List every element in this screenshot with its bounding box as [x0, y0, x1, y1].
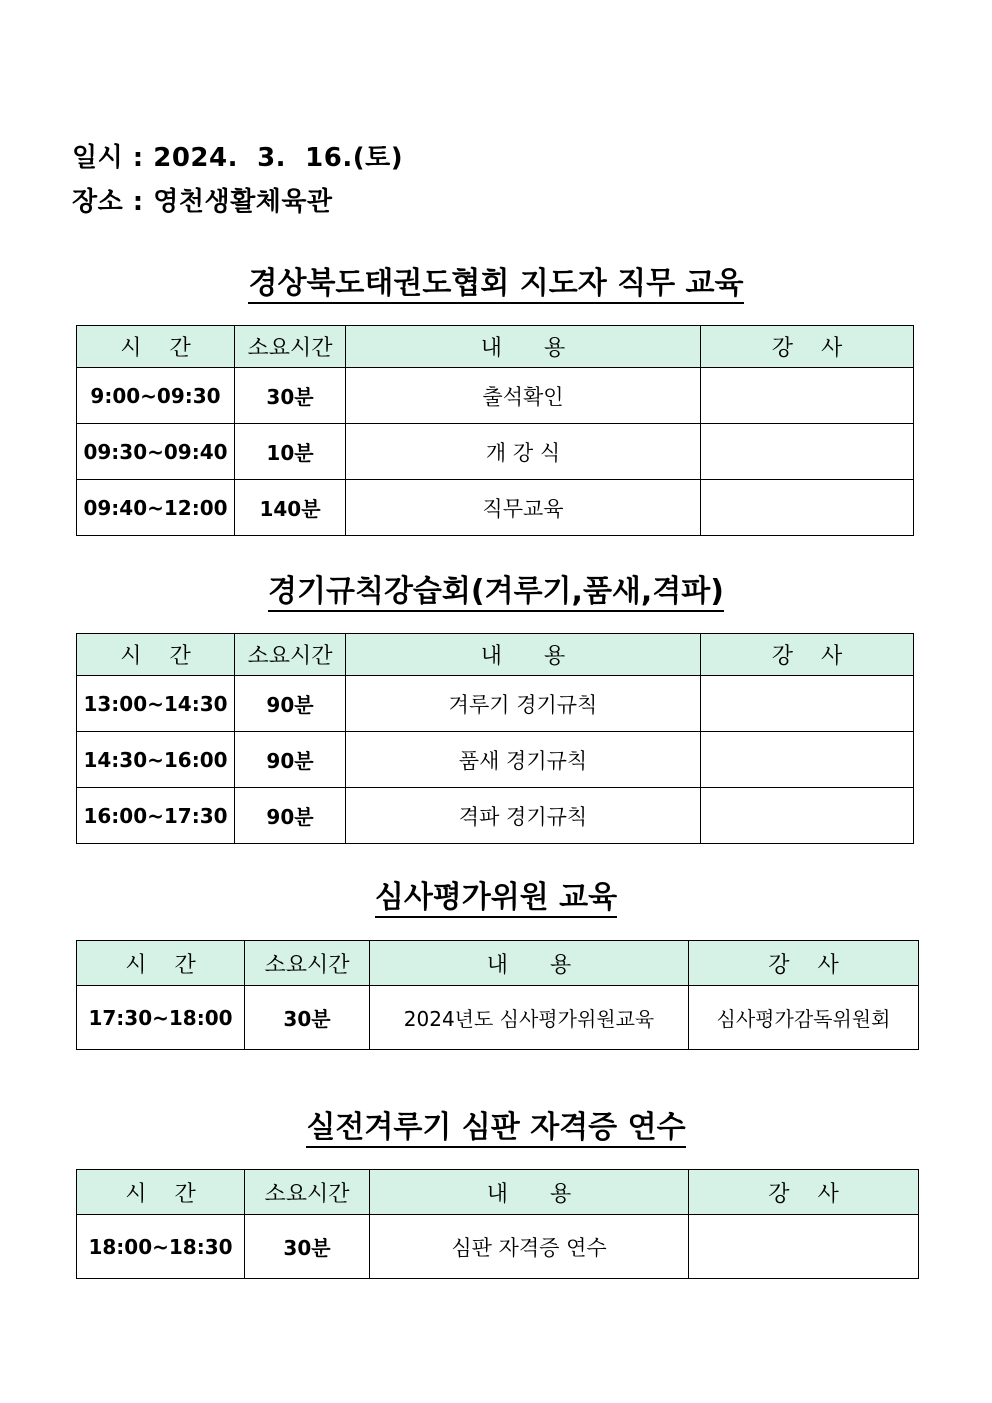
content-cell: 출석확인: [346, 368, 701, 424]
time-cell: 09:30~09:40: [77, 424, 235, 480]
lecturer-cell: [701, 676, 914, 732]
duration-cell: 140분: [235, 480, 346, 536]
duration-cell: 90분: [235, 732, 346, 788]
section-title-4: 실전겨루기 심판 자격증 연수: [0, 1108, 992, 1148]
schedule-table-2: [76, 633, 914, 844]
lecturer-cell: [701, 788, 914, 844]
schedule-table-3: [76, 940, 919, 1050]
header-time: 시 간: [77, 1170, 245, 1215]
section-title-2: 경기규칙강습회(겨루기,품새,격파): [0, 572, 992, 612]
duration-cell: 30분: [235, 368, 346, 424]
duration-cell: 10분: [235, 424, 346, 480]
time-cell: 16:00~17:30: [77, 788, 235, 844]
content-cell: 개 강 식: [346, 424, 701, 480]
place-line: 장소 : 영천생활체육관: [72, 187, 333, 217]
table-header-row: [77, 1170, 919, 1215]
header-duration: 소요시간: [235, 634, 346, 676]
table-header-row: [77, 326, 914, 368]
table-row: [77, 424, 914, 480]
time-cell: 9:00~09:30: [77, 368, 235, 424]
duration-cell: 90분: [235, 788, 346, 844]
header-time: 시 간: [77, 326, 235, 368]
content-cell: 겨루기 경기규칙: [346, 676, 701, 732]
time-cell: 17:30~18:00: [77, 986, 245, 1050]
date-line: 일시 : 2024. 3. 16.(토): [72, 143, 404, 173]
lecturer-cell: [701, 480, 914, 536]
header-duration: 소요시간: [245, 941, 370, 986]
content-cell: 품새 경기규칙: [346, 732, 701, 788]
header-duration: 소요시간: [245, 1170, 370, 1215]
header-content: 내 용: [346, 634, 701, 676]
table-header-row: [77, 941, 919, 986]
header-lecturer: 강 사: [701, 326, 914, 368]
header-time: 시 간: [77, 941, 245, 986]
duration-cell: 30분: [245, 986, 370, 1050]
header-content: 내 용: [370, 1170, 689, 1215]
header-lecturer: 강 사: [689, 1170, 919, 1215]
schedule-table-4: [76, 1169, 919, 1279]
time-cell: 14:30~16:00: [77, 732, 235, 788]
duration-cell: 30분: [245, 1215, 370, 1279]
time-cell: 09:40~12:00: [77, 480, 235, 536]
content-cell: 격파 경기규칙: [346, 788, 701, 844]
lecturer-cell: [701, 368, 914, 424]
section-title-1: 경상북도태권도협회 지도자 직무 교육: [0, 264, 992, 304]
lecturer-cell: [701, 424, 914, 480]
section-title-3: 심사평가위원 교육: [0, 878, 992, 918]
table-row: [77, 732, 914, 788]
header-time: 시 간: [77, 634, 235, 676]
content-cell: 2024년도 심사평가위원교육: [370, 986, 689, 1050]
header-lecturer: 강 사: [701, 634, 914, 676]
header-lecturer: 강 사: [689, 941, 919, 986]
table-row: [77, 676, 914, 732]
lecturer-cell: [701, 732, 914, 788]
table-row: [77, 1215, 919, 1279]
header-content: 내 용: [370, 941, 689, 986]
table-row: [77, 986, 919, 1050]
time-cell: 13:00~14:30: [77, 676, 235, 732]
table-row: [77, 480, 914, 536]
duration-cell: 90분: [235, 676, 346, 732]
table-row: [77, 788, 914, 844]
content-cell: 심판 자격증 연수: [370, 1215, 689, 1279]
header-content: 내 용: [346, 326, 701, 368]
time-cell: 18:00~18:30: [77, 1215, 245, 1279]
table-row: [77, 368, 914, 424]
lecturer-cell: [689, 1215, 919, 1279]
lecturer-cell: 심사평가감독위원회: [689, 986, 919, 1050]
content-cell: 직무교육: [346, 480, 701, 536]
table-header-row: [77, 634, 914, 676]
schedule-table-1: [76, 325, 914, 536]
header-duration: 소요시간: [235, 326, 346, 368]
